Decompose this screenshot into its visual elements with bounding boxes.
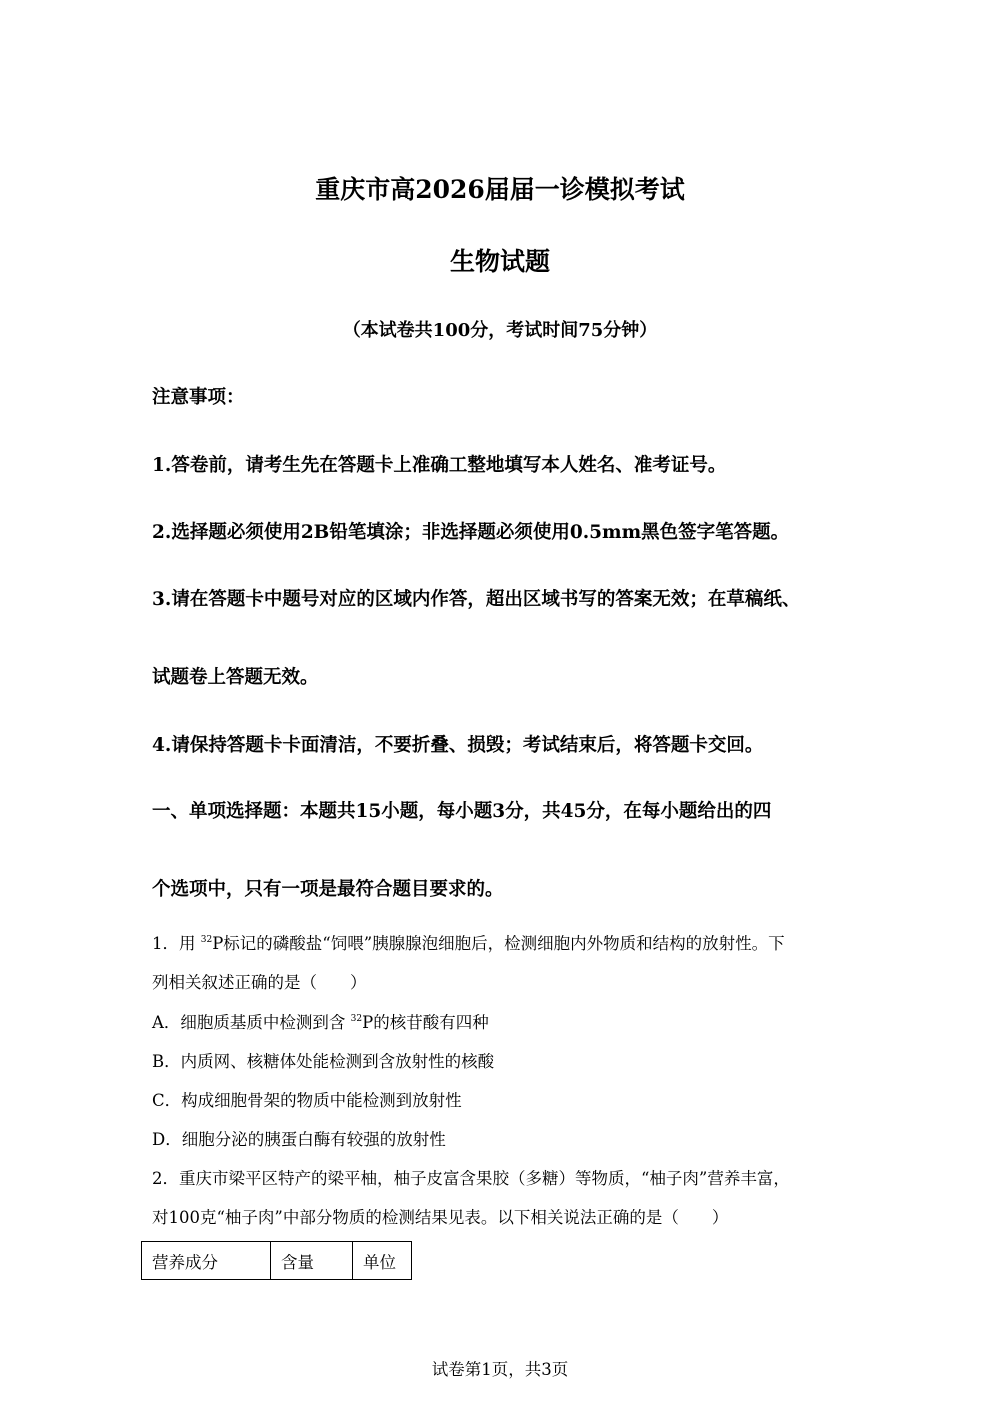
q1-stem-rest: P标记的磷酸盐“饲喂”胰腺腺泡细胞后，检测细胞内外物质和结构的放射性。下 bbox=[212, 934, 785, 953]
notice-item-2: 2.选择题必须使用2B铅笔填涂；非选择题必须使用0.5mm黑色签字笔答题。 bbox=[152, 522, 790, 543]
notice-item-4: 4.请保持答题卡卡面清洁，不要折叠、损毁；考试结束后，将答题卡交回。 bbox=[152, 735, 764, 756]
notice-item-3-line1: 3.请在答题卡中题号对应的区域内作答，超出区域书写的答案无效；在草稿纸、 bbox=[152, 589, 801, 610]
table-header-row bbox=[142, 1242, 412, 1280]
q1-prefix: 1．用 bbox=[152, 934, 201, 953]
page-footer: 试卷第1页，共3页 bbox=[431, 1360, 569, 1379]
q1-option-a-rest: P的核苷酸有四种 bbox=[362, 1013, 489, 1032]
table-header-cell: 含量 bbox=[271, 1242, 353, 1280]
question-1-stem-line1 bbox=[152, 930, 785, 954]
question-1-stem-line2: 列相关叙述正确的是（ ） bbox=[152, 973, 367, 992]
section-heading-line1: 一、单项选择题：本题共15小题，每小题3分，共45分，在每小题给出的四 bbox=[152, 801, 772, 822]
exam-info: （本试卷共100分，考试时间75分钟） bbox=[342, 320, 658, 341]
question-2-stem-line2: 对100克“柚子肉”中部分物质的检测结果见表。以下相关说法正确的是（ ） bbox=[152, 1208, 729, 1227]
q1-isotope-superscript: 32 bbox=[200, 935, 213, 945]
table-header-cell: 营养成分 bbox=[142, 1242, 271, 1280]
nutrition-table bbox=[141, 1241, 412, 1280]
section-heading-line2: 个选项中，只有一项是最符合题目要求的。 bbox=[152, 879, 504, 900]
notice-heading: 注意事项： bbox=[152, 387, 245, 408]
question-1-option-a bbox=[152, 1009, 489, 1033]
notice-item-3-line2: 试题卷上答题无效。 bbox=[152, 667, 319, 688]
table-header-cell: 单位 bbox=[353, 1242, 412, 1280]
q1-option-a-superscript: 32 bbox=[350, 1014, 363, 1024]
subject-title: 生物试题 bbox=[449, 247, 550, 276]
question-2-stem-line1: 2．重庆市梁平区特产的梁平柚，柚子皮富含果胶（多糖）等物质，“柚子肉”营养丰富， bbox=[152, 1169, 790, 1188]
question-1-option-c: C．构成细胞骨架的物质中能检测到放射性 bbox=[152, 1091, 462, 1110]
exam-title: 重庆市高2026届届一诊模拟考试 bbox=[315, 175, 685, 204]
q1-option-a-prefix: A．细胞质基质中检测到含 bbox=[152, 1013, 351, 1032]
question-1-option-b: B．内质网、核糖体处能检测到含放射性的核酸 bbox=[152, 1052, 495, 1071]
notice-item-1: 1.答卷前，请考生先在答题卡上准确工整地填写本人姓名、准考证号。 bbox=[152, 455, 727, 476]
question-1-option-d: D．细胞分泌的胰蛋白酶有较强的放射性 bbox=[152, 1130, 446, 1149]
